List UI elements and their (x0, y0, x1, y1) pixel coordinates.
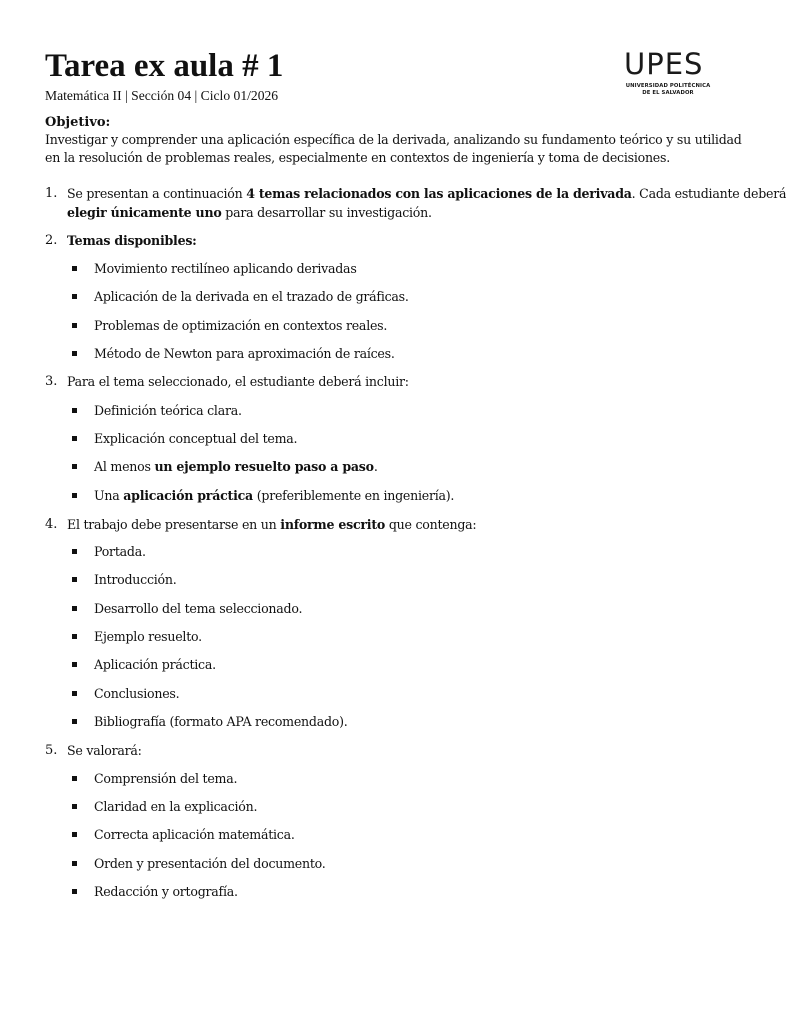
bullet-marker (72, 889, 77, 894)
list-item: Conclusiones. (94, 686, 180, 701)
list-item: Ejemplo resuelto. (94, 629, 202, 644)
list-item: Redacción y ortografía. (94, 884, 238, 899)
bullet-marker (72, 606, 77, 611)
bullet-marker (72, 294, 77, 299)
objective-text-line2: en la resolución de problemas reales, especialmente en contextos de ingeniería y toma de decisiones. (45, 150, 670, 165)
bullet-marker (72, 861, 77, 866)
list-item: Definición teórica clara. (94, 403, 242, 418)
list-item: Al menos un ejemplo resuelto paso a paso. (94, 459, 378, 474)
list-item: Bibliografía (formato APA recomendado). (94, 714, 348, 729)
bullet-marker (72, 691, 77, 696)
bullet-marker (72, 408, 77, 413)
logo-wordmark: UPES (624, 47, 704, 81)
objective-text-line1: Investigar y comprender una aplicación específica de la derivada, analizando su fundamento teórico y su utilidad (45, 132, 742, 147)
logo-caption (620, 83, 716, 96)
list-item: Portada. (94, 544, 146, 559)
objective-heading: Objetivo: (45, 115, 111, 130)
list-item: Problemas de optimización en contextos reales. (94, 318, 388, 333)
item-number: 2. (45, 233, 58, 248)
item-1-line1: Se presentan a continuación 4 temas relacionados con las aplicaciones de la derivada. Cada estudiante deberá (67, 186, 786, 201)
bullet-marker (72, 436, 77, 441)
bullet-marker (72, 549, 77, 554)
bullet-marker (72, 662, 77, 667)
bullet-marker (72, 323, 77, 328)
list-item: Movimiento rectilíneo aplicando derivadas (94, 261, 357, 276)
item-number: 3. (45, 374, 58, 389)
list-item: Orden y presentación del documento. (94, 856, 326, 871)
course-subtitle: Matemática II | Sección 04 | Ciclo 01/2026 (45, 88, 279, 103)
item-number: 1. (45, 186, 58, 201)
list-item: Desarrollo del tema seleccionado. (94, 601, 303, 616)
item-4-text: El trabajo debe presentarse en un informe escrito que contenga: (67, 517, 477, 532)
logo-caption-line1: UNIVERSIDAD POLITÉCNICA (625, 83, 711, 89)
item-2-label: Temas disponibles: (67, 233, 197, 248)
item-number: 5. (45, 743, 58, 758)
bullet-marker (72, 464, 77, 469)
bullet-marker (72, 832, 77, 837)
university-logo (620, 48, 716, 98)
item-number: 4. (45, 517, 58, 532)
bullet-marker (72, 577, 77, 582)
item-3-text: Para el tema seleccionado, el estudiante deberá incluir: (67, 374, 409, 389)
bullet-marker (72, 804, 77, 809)
bullet-marker (72, 719, 77, 724)
list-item: Comprensión del tema. (94, 771, 238, 786)
item-1-line2: elegir únicamente uno para desarrollar su investigación. (67, 205, 432, 220)
list-item: Explicación conceptual del tema. (94, 431, 298, 446)
bullet-marker (72, 634, 77, 639)
list-item: Introducción. (94, 572, 177, 587)
logo-caption-line2: DE EL SALVADOR (642, 89, 694, 96)
bullet-marker (72, 266, 77, 271)
bullet-marker (72, 351, 77, 356)
bullet-marker (72, 493, 77, 498)
list-item: Una aplicación práctica (preferiblemente en ingeniería). (94, 488, 455, 503)
bullet-marker (72, 776, 77, 781)
list-item: Método de Newton para aproximación de raíces. (94, 346, 395, 361)
page-title: Tarea ex aula # 1 (45, 48, 284, 84)
item-5-text: Se valorará: (67, 743, 142, 758)
list-item: Aplicación práctica. (94, 657, 216, 672)
list-item: Correcta aplicación matemática. (94, 827, 295, 842)
list-item: Aplicación de la derivada en el trazado de gráficas. (94, 289, 409, 304)
list-item: Claridad en la explicación. (94, 799, 258, 814)
